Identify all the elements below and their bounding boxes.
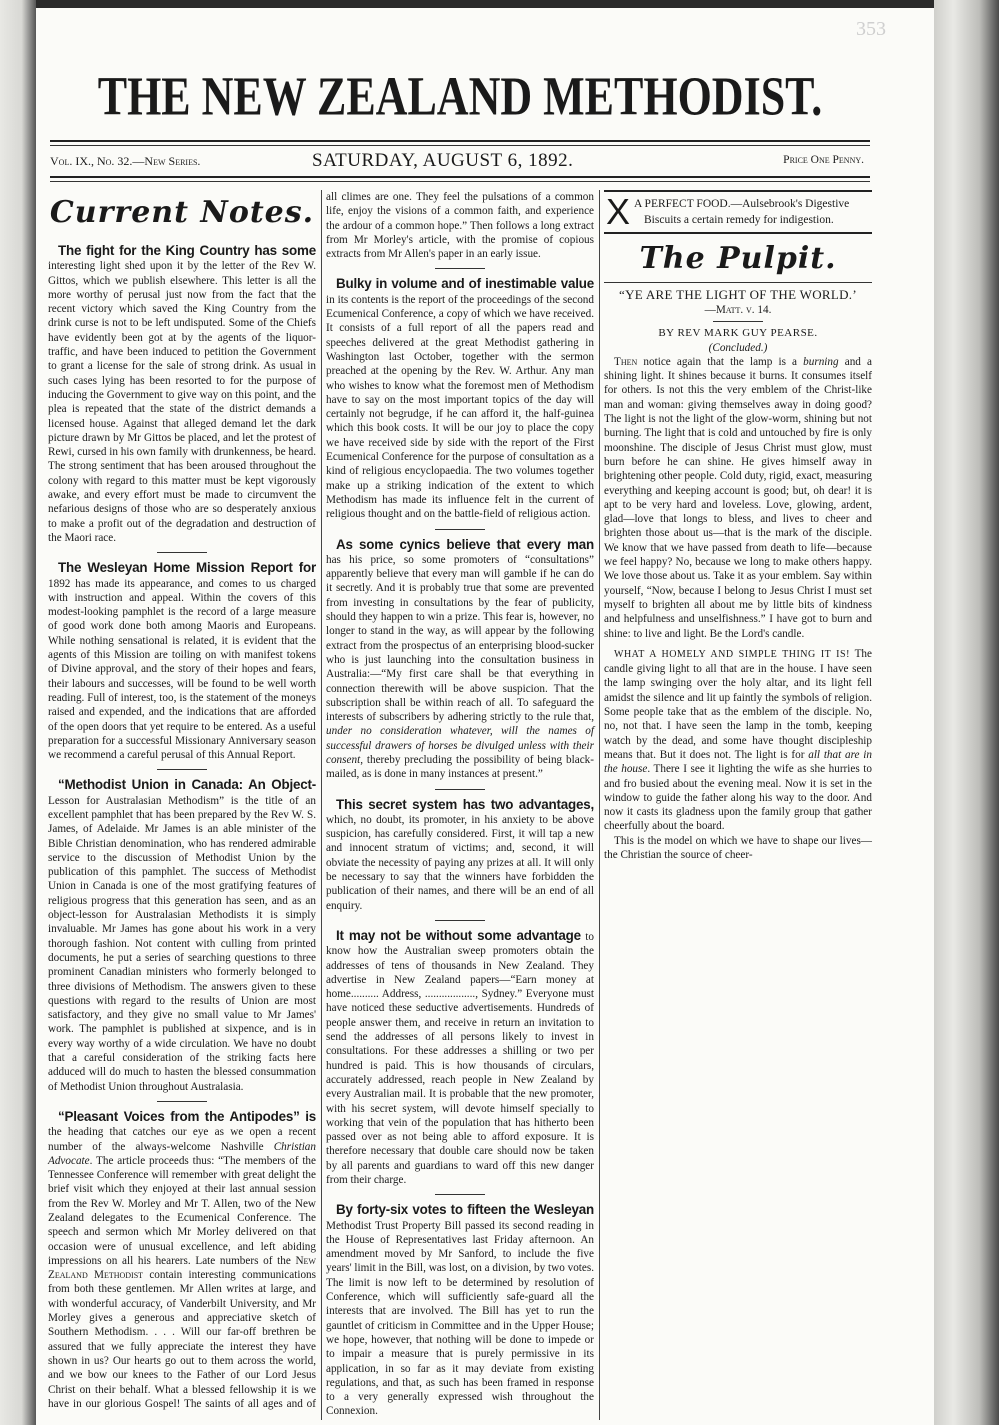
masthead	[50, 65, 870, 127]
text: notice again that the lamp is a	[637, 355, 804, 368]
issue-date: SATURDAY, AUGUST 6, 1892.	[312, 150, 574, 171]
article	[326, 277, 594, 521]
article-italic: Christian Advocate	[48, 1140, 316, 1167]
article-body: Methodist Trust Property Bill passed its second reading in the House of Representatives last Friday afternoon. An amendment moved by Mr Sanford, to include the five years' limit in the Bill, was lost, on a division, by two votes. The limit is now left to be determined by resolution of Conference, which will sufficiently safe-guard all the interests that are involved. The Bill has yet to run the gauntlet of criticism in Committee and in the Upper House; we hope, however, that nothing will be done to impede or to impair a measure that is purely permissive in its application, in so far as it may deviate from existing regulations, and that, as such has been framed in response to a very generally expressed wish throughout the Connexion.	[326, 1219, 595, 1418]
divider	[50, 176, 870, 178]
article-body: which, no doubt, its promoter, in his anxiety to be above suspicion, has carefully considered. First, it will tap a new and innocent stratum of victims; and, second, it will obviate the necessity of paying any prizes at all. It will only be necessary to say that the winners have forbidden the publication of their names, and there will be an end of all enquiry.	[326, 813, 594, 912]
text: The candle giving light to all that are in the house. I have seen the lamp swinging over the holy altar, and its light fell amidst the silence and lit up faintly the symbols of religion. Some people take that as the emblem of the disciple. No, no, not that. I have seen the lamp in the tomb, keeping watch by the dead, and some have thought discipleship means that. But it does not. The light is for	[604, 647, 872, 761]
article-separator	[435, 1194, 485, 1195]
divider	[50, 140, 870, 142]
sermon-note: (Concluded.)	[708, 341, 768, 354]
article-separator	[435, 920, 485, 921]
section-heading-pulpit: The Pulpit.	[604, 240, 872, 283]
article	[48, 561, 316, 762]
adjacent-page-edge	[0, 0, 36, 1425]
article-lead: This secret system has two advantages,	[336, 796, 594, 812]
italic-text: burning	[803, 355, 839, 368]
page-number: 353	[856, 18, 886, 40]
x-mark-icon: X	[606, 191, 631, 232]
article-body: , thereby precluding the possibility of being black-mailed, as is done in many instances at present.”	[326, 753, 594, 781]
article-separator	[435, 529, 485, 530]
text: and a shining light. It shines because it burns. It consumes itself for others. Is not this the very emblem of the Christ-like man and woman: giving themselves away in doing good? The light is not the light of the glow-worm, shining but not burning. The light that is cold and untouched by fire is only moonshine. The disciple of Jesus Christ must glow, must burn before he can shine. He gives himself away in brightening other people. Cold duty, rigid, exact, measuring everything and keeping account is good; but, oh dear! it is apt to be very hard and loveless. Love, glowing, ardent, glad—love that longs to bless, and lives to cheer and brighten those about us—that is the mark of the disciple. We know that we have passed from death to life—because we feel happy? No, because we long to make others happy. We love those about us. Take it as your emblem. Say within yourself, “Now, because I belong to Jesus Christ I must set myself to brighten all about me by little bits of kindness and helpfulness and unselfishness.” I have got to burn and shine: to live and light. Be the Lord's candle.	[604, 355, 872, 640]
article-body: to know how the Australian sweep promoters obtain the addresses of tens of thousands in New Zealand. They advertise in New Zealand papers—“Earn money at home.......... Address, .................., Sydney.” Everyone must have noticed these seductive advertisements. Hundreds of people answer them, and receive in return an invitation to send the addresses of all persons likely to invest in consultations. For these addresses a shilling or two per hundred is paid. This is how thousands of circulars, accurately addressed, reach people in New Zealand by every Australian mail. It is probable that the new promoter, with his secret system, will devote himself specially to working that vein of the population that has hitherto been passed over as not being able to afford exposure. It is therefore necessary that double care should now be taken by all parents and guardians to ward off this new danger from their charge.	[326, 930, 594, 1186]
article	[326, 538, 594, 782]
sermon-paragraph	[604, 647, 872, 834]
article-body: contain interesting communications from both these gentlemen. Mr Allen writes at large, and with wonderful accuracy, of Vanderbilt University, and Mr Morley gives a generous and appreciative sketch of Southern Methodism. . . . Will our far-off brethren be assured that we fully appreciate the interest they have shown in us? Our hearts go out to them across the world, and we bow our knees to the Father of our Lord Jesus Christ on their behalf. What a blessed fellowship it is we have in our glorious Gospel! The saints of all ages and of all climes are one. They feel the pulsations of a common life, enjoy the visions of a common faith, and experience the ardour of a common hope.” Then follows a long extract from Mr Morley's article, with the promise of copious extracts from Mr Allen's paper in an early issue.	[48, 191, 594, 1410]
article-separator	[157, 769, 207, 770]
ad-line: A PERFECT FOOD.—Aulsebrook's Digestive	[634, 198, 850, 210]
article-italic: under no consideration whatever, will the names of successful drawers of horses be divulged unless with their consent	[326, 725, 594, 766]
scripture-reference: —Matt. v. 14.	[704, 304, 772, 316]
advertisement	[604, 190, 872, 234]
article-separator	[435, 268, 485, 269]
divider	[713, 321, 763, 322]
article-lead: The Wesleyan Home Mission Report for	[58, 560, 316, 576]
dropword: Then	[614, 355, 638, 368]
section-heading-current-notes: Current Notes.	[49, 195, 315, 230]
three-column-body	[48, 190, 872, 1420]
italic-text: all that are in the house	[604, 748, 872, 776]
article-body: . The article proceeds thus: “The members of the Tennessee Conference will remember with great delight the brief visit which they enjoyed at their last annual session from the Rev W. Morley and Mr T. Allen, two of the New Zealand delegates to the Ecumenical Conference. The speech and sermon which Mr Morley delivered on that occasion were of unusual excellence, and left abiding impressions on all his hearers. Late numbers of the	[48, 1154, 316, 1267]
caps-text: WHAT A HOMELY AND SIMPLE THING IT IS!	[614, 648, 850, 660]
article-lead: “Methodist Union in Canada: An Object-	[58, 777, 316, 793]
text: . There I see it lighting the wife as she hurries to and fro busied about the evening meal. Now it is set in the window to guide the father along his way to the door. And now it casts its gladness upon the family group that gather cheerfully about the board.	[604, 763, 872, 833]
sermon-paragraph	[604, 355, 872, 641]
article-separator	[157, 1101, 207, 1102]
sermon-paragraph: This is the model on which we have to shape our lives—the Christian the source of cheer-	[604, 834, 872, 861]
article-lead: As some cynics believe that every man	[336, 536, 594, 552]
article	[48, 778, 316, 1094]
article-lead: The fight for the King Country has some	[58, 243, 316, 258]
masthead-title: THE NEW ZEALAND METHODIST.	[97, 65, 823, 127]
dateline	[50, 150, 870, 172]
article-lead: “Pleasant Voices from the Antipodes” is	[58, 1108, 316, 1124]
article-body: has his price, so some promoters of “consultations” apparently believe that every man will gamble if he can do it secretly. And it is probably true that some are prevented from investing in consultations by the fear of publicity, should they happen to win a prize. This fear is, however, no longer to stand in the way, as will appear by the following extract from the prospectus of an enterprising blood-sucker who is just launching into the consultation business in Australia:—“My first care shall be that everything in connection therewith will be above suspicion. That the subscription shall be within reach of all. To safeguard the interests of subscribers by adhering strictly to the rule that,	[326, 553, 594, 724]
article-body: 1892 has made its appearance, and comes to us charged with instruction and appeal. Within the covers of this modest-looking pamphlet is the record of a large measure of good work done both among Maoris and Europeans. While nothing sensational is related, it is evident that the agents of this Mission are toiling on with manifest tokens of Divine approval, and the story of their hopes and fears, their labours and successes, will be found to be well worth reading. Full of interest, too, is the statement of the moneys raised and expended, and the indications that are afforded of the open doors that yet require to be entered. As a useful preparation for a successful Missionary Anniversary season we recommend a careful perusal of this Annual Report.	[48, 577, 316, 762]
ad-line: Biscuits a certain remedy for indigestion.	[644, 214, 834, 226]
article-body: interesting light shed upon it by the letter of the Rev W. Gittos, which we publish elsewhere. This letter is all the more worthy of perusal just now from the fact that the recent victory which saved the King Country from the drink curse is not to be left undisputed. Some of the Chiefs have evidently been got at by the agents of the liquor-traffic, and have been induced to petition the Government to grant a license for the sale of strong drink. As usual in such cases lying has been resorted to for the purpose of inducing the Government to give way on this point, and the plea is repeated that the state of the district demands a licensed house. Against that alleged demand let the dark picture drawn by Mr Gittos be placed, and let the protest of Rewi, cursed in his own family with drunkenness, be heard. The strong sentiment that has been aroused throughout the colony with regard to this matter must be kept vigorously awake, and every effort must be made to circumvent the nefarious designs of those who are so desperately anxious to make a profit out of the degradation and destruction of the Maori race.	[48, 260, 316, 544]
sermon-author: BY REV MARK GUY PEARSE.	[658, 327, 818, 340]
article-lead: By forty-six votes to fifteen the Wesleyan	[336, 1202, 594, 1218]
article-body: in its contents is the report of the proceedings of the second Ecumenical Conference, a copy of which we have received. It consists of a full report of all the papers read and speeches delivered at the great Methodist gathering in Washington last October, together with the sermon preached at the opening by the Rev. W. Arthur. Any man who wishes to know what the foremost men of Methodism have to say on the most important topics of the day will certainly not begrudge, if he can afford it, the half-guinea which this book costs. It will be our joy to place the copy we have received side by side with the report of the First Ecumenical Conference for the purpose of consultation as a kind of religious encyclopaedia. The two volumes together make up a striking indication of the extent to which Methodism has made its influence felt in the current of religious thought and on the battle-field of religious action.	[326, 293, 594, 521]
article-smallcaps: New Zealand Methodist	[48, 1254, 316, 1282]
article-lead: Bulky in volume and of inestimable value	[336, 276, 594, 292]
article	[326, 929, 594, 1187]
sermon-title: “YE ARE THE LIGHT OF THE WORLD.’	[619, 287, 857, 302]
divider	[50, 181, 870, 182]
article	[48, 244, 316, 545]
article	[326, 798, 594, 913]
article	[326, 1203, 594, 1418]
volume-number: Vol. IX., No. 32.—New Series.	[50, 154, 201, 168]
price: Price One Penny.	[783, 154, 864, 166]
article-body: the heading that catches our eye as we open a recent number of the always-welcome Nashville	[48, 1126, 316, 1153]
divider	[50, 145, 870, 146]
article-body: Lesson for Australasian Methodism” is the title of an excellent pamphlet that has been prepared by the Rev W. S. James, of Adelaide. Mr James is an able minister of the Bible Christian denomination, who has rendered admirable service to the discussion of Methodist Union by the publication of this pamphlet. The success of Methodist Union in Canada is one of the most gratifying features of religious progress that this generation has seen, and as an object-lesson for Australasian Methodists it is simply invaluable. Mr James has gone about his work in a very thorough fashion. Not content with culling from printed documents, he put a series of searching questions to three prominent Canadian ministers who formerly belonged to three divisions of Methodism. The answers given to these questions with regard to the results of Union are most satisfactory, and they give no small value to Mr James' work. The pamphlet is published at sixpence, and is in every way worthy of a wide circulation. We have no doubt that a careful consideration of the striking facts here adduced will do much to hasten the blessed consummation of Methodist Union throughout Australasia.	[48, 794, 316, 1093]
article-lead: It may not be without some advantage	[336, 927, 581, 943]
page-stack-edge	[934, 0, 999, 1425]
article-separator	[435, 789, 485, 790]
article-separator	[157, 552, 207, 553]
